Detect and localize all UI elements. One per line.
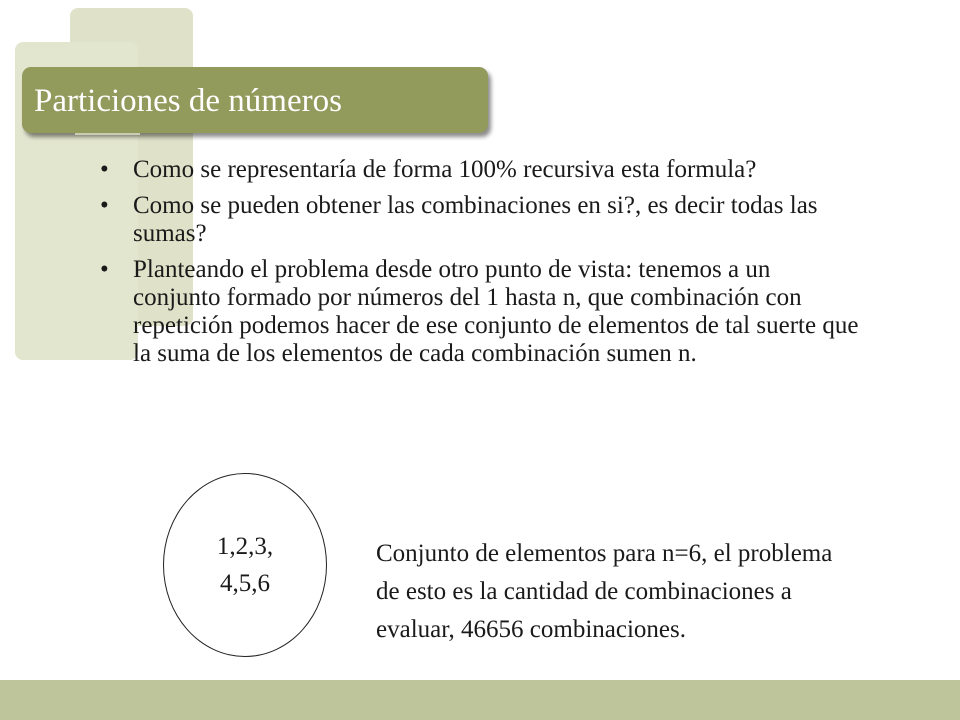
bullet-item: • Como se pueden obtener las combinaciones en si?, es decir todas las sumas? — [100, 192, 860, 248]
slide-title: Particiones de números — [34, 83, 342, 119]
element-set-label: 1,2,3, 4,5,6 — [216, 533, 274, 597]
bullet-item: • Como se representaría de forma 100% recursiva esta formula? — [100, 156, 860, 184]
footer-bar — [0, 680, 960, 720]
element-set-circle — [163, 473, 327, 657]
title-bar — [22, 67, 488, 133]
bullet-list — [100, 156, 860, 376]
caption-text: Conjunto de elementos para n=6, el problema de esto es la cantidad de combinaciones a evaluar, 46656 combinaciones. — [376, 540, 833, 643]
bullet-item: • Planteando el problema desde otro punto de vista: tenemos a un conjunto formado por números del 1 hasta n, que combinación con repetición podemos hacer de ese conjunto de elementos de tal suerte que la suma de los elementos de cada combinación sumen n. — [100, 256, 860, 368]
title-underline-decoration — [75, 133, 140, 135]
